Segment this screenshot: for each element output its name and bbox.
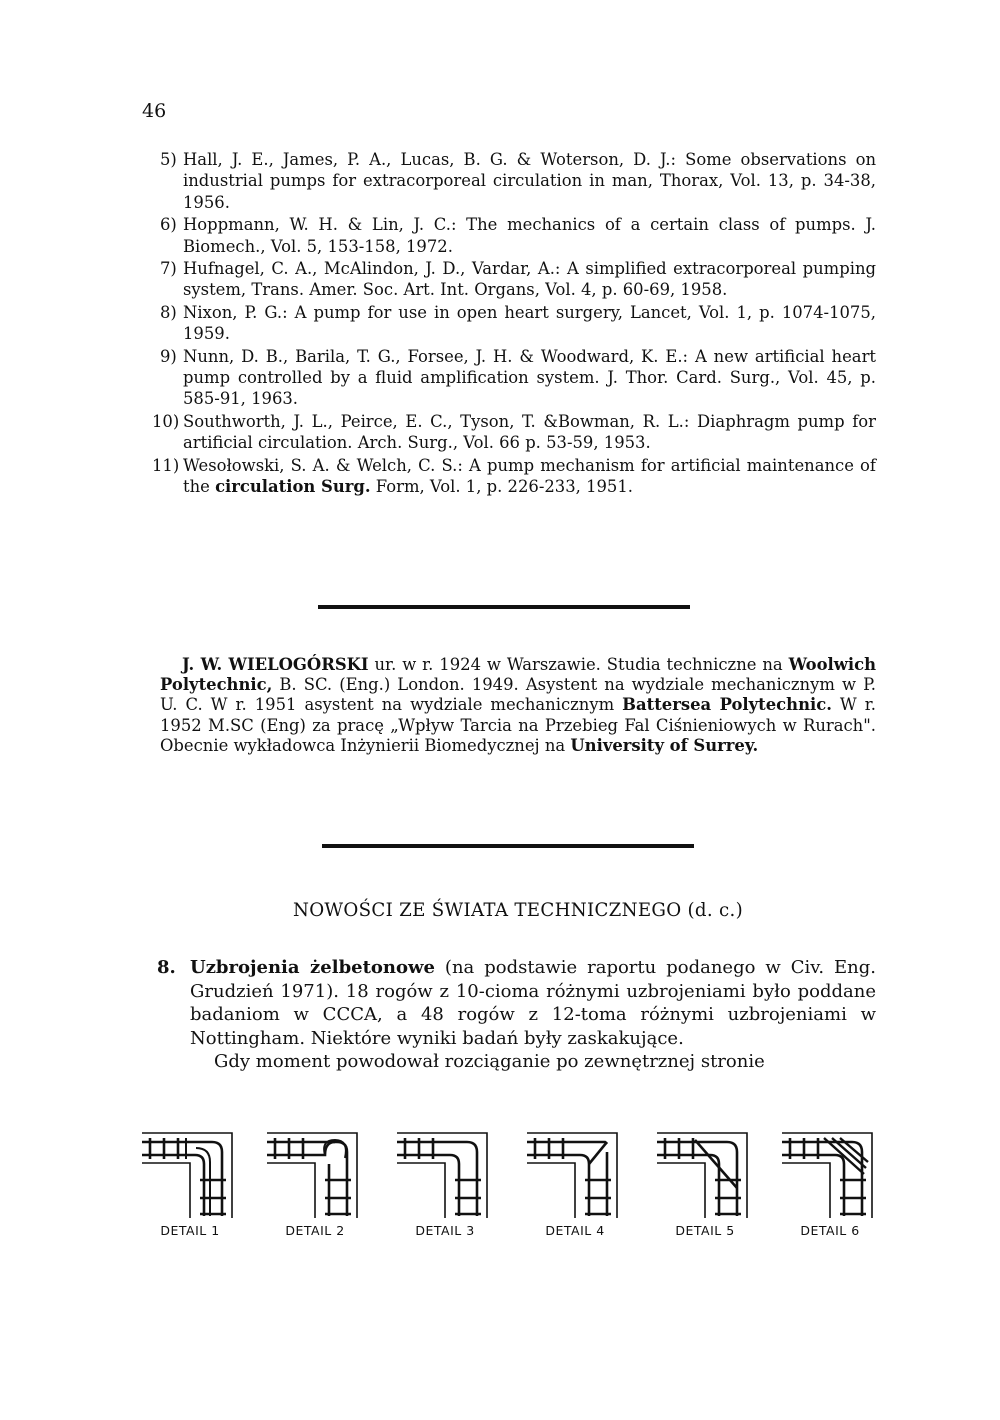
rebar-top: [267, 1142, 347, 1152]
detail-figure: [780, 1128, 880, 1248]
concrete-inner-edge: [142, 1163, 190, 1218]
bio-text: W r. 1952 M.SC (Eng) za pracę „Wpływ Tarcia na Przebieg Fal Ciśnieniowych w Rurach". Obecnie wykładowca Inżynierii Biomedycznej na: [160, 695, 876, 755]
bio-bold: Battersea Polytechnic.: [622, 695, 832, 715]
item-paragraph: [190, 956, 876, 1050]
detail-label: DETAIL 6: [800, 1223, 860, 1238]
item-title: Uzbrojenia żelbetonowe: [190, 957, 435, 978]
reference-number: 9): [160, 346, 177, 366]
detail-figure: [265, 1128, 365, 1248]
detail-label: DETAIL 5: [675, 1223, 735, 1238]
reference-bold-text: circulation Surg.: [215, 477, 371, 497]
detail-figure: [525, 1128, 625, 1248]
rebar-corner-diagram: [525, 1128, 625, 1223]
section-divider: [322, 844, 694, 848]
page-number: 46: [142, 100, 167, 122]
reference-number: 11): [152, 455, 180, 475]
concrete-inner-edge: [527, 1163, 575, 1218]
reference-item: [160, 346, 876, 410]
reference-item: [152, 411, 876, 454]
detail-label: DETAIL 4: [545, 1223, 605, 1238]
reference-text: Form, Vol. 1, p. 226-233, 1951.: [370, 477, 633, 497]
reference-item: [160, 214, 876, 257]
rebar-corner-diagram: [265, 1128, 365, 1223]
concrete-outer-edge: [657, 1133, 747, 1218]
bio-text: ur. w r. 1924 w Warszawie. Studia techniczne na: [368, 655, 789, 674]
bio-text: B. SC. (Eng.) London. 1949. Asystent na wydziale mechanicznym w P. U. C. W r. 1951 asystent na wydziale mechanicznym: [160, 675, 876, 715]
concrete-outer-edge: [267, 1133, 357, 1218]
rebar-corner-diagram: [655, 1128, 755, 1223]
reference-text: Hoppmann, W. H. & Lin, J. C.: The mechanics of a certain class of pumps. J. Biomech., Vol. 5, 153-158, 1972.: [183, 215, 876, 256]
rebar-corner-diagram: [140, 1128, 240, 1223]
reference-number: 7): [160, 259, 177, 279]
concrete-inner-edge: [782, 1163, 830, 1218]
detail-label: DETAIL 2: [285, 1223, 345, 1238]
reference-number: 10): [152, 411, 180, 431]
reference-text: Nunn, D. B., Barila, T. G., Forsee, J. H. & Woodward, K. E.: A new artificial heart pump controlled by a fluid amplification system. J. Thor. Card. Surg., Vol. 45, p. 585-91, 1963.: [183, 346, 876, 409]
reference-item: [160, 302, 876, 345]
reference-text: Hall, J. E., James, P. A., Lucas, B. G. & Woterson, D. J.: Some observations on industrial pumps for extracorporeal circulation in man, Thorax, Vol. 13, p. 34-38, 1956.: [183, 150, 876, 212]
reference-text: Nixon, P. G.: A pump for use in open heart surgery, Lancet, Vol. 1, p. 1074-1075, 1959.: [183, 302, 876, 344]
concrete-outer-edge: [397, 1133, 487, 1218]
bio-bold: University of Surrey.: [570, 735, 759, 755]
concrete-inner-edge: [657, 1163, 705, 1218]
item-number: 8.: [157, 957, 176, 978]
concrete-inner-edge: [397, 1163, 445, 1218]
concrete-inner-edge: [267, 1163, 315, 1218]
author-name: J. W. WIELOGÓRSKI: [182, 655, 369, 674]
section-divider: [318, 605, 690, 609]
diagonal-bar: [589, 1142, 607, 1164]
concrete-outer-edge: [782, 1133, 872, 1218]
detail-label: DETAIL 1: [160, 1223, 220, 1238]
detail-figure: [395, 1128, 495, 1248]
reference-text: Hufnagel, C. A., McAlindon, J. D., Vardar, A.: A simplified extracorporeal pumping system, Trans. Amer. Soc. Art. Int. Organs, Vol. 4, p. 60-69, 1958.: [183, 259, 876, 300]
rebar-corner-diagram: [780, 1128, 880, 1223]
reference-list: [152, 149, 876, 499]
rebar-top: [397, 1142, 477, 1152]
detail-figure: [140, 1128, 240, 1248]
rebar-top: [142, 1142, 222, 1152]
section-heading: NOWOŚCI ZE ŚWIATA TECHNICZNEGO (d. c.): [292, 900, 743, 921]
news-item: [157, 956, 876, 1074]
author-bio: [160, 655, 876, 756]
reference-number: 5): [160, 150, 177, 169]
reference-item: [160, 258, 876, 301]
reference-text: Wesołowski, S. A. & Welch, C. S.: A pump mechanism for artificial maintenance of the: [183, 455, 876, 497]
reference-text: Southworth, J. L., Peirce, E. C., Tyson, T. &Bowman, R. L.: Diaphragm pump for artificial circulation. Arch. Surg., Vol. 66 p. 53-59, 1953.: [183, 411, 876, 453]
rebar-top: [527, 1142, 607, 1144]
rebar-corner-diagram: [395, 1128, 495, 1223]
reference-number: 8): [160, 302, 177, 322]
reference-item: [160, 149, 876, 213]
bio-bold: Woolwich Polytechnic,: [160, 655, 876, 695]
reference-number: 6): [160, 215, 177, 235]
item-text: (na podstawie raportu podanego w Civ. Eng. Grudzień 1971). 18 rogów z 10-cioma różnymi uzbrojeniami było poddane badaniom w CCCA, a 48 rogów z 12-toma różnymi uzbrojeniami w Nottingham. Niektóre wyniki badań były zaskakujące.: [190, 957, 876, 1049]
detail-figures: [140, 1128, 880, 1248]
item-paragraph-2: Gdy moment powodował rozciąganie po zewnętrznej stronie: [214, 1051, 765, 1072]
detail-figure: [655, 1128, 755, 1248]
reference-item: [152, 455, 876, 498]
detail-label: DETAIL 3: [415, 1223, 475, 1238]
